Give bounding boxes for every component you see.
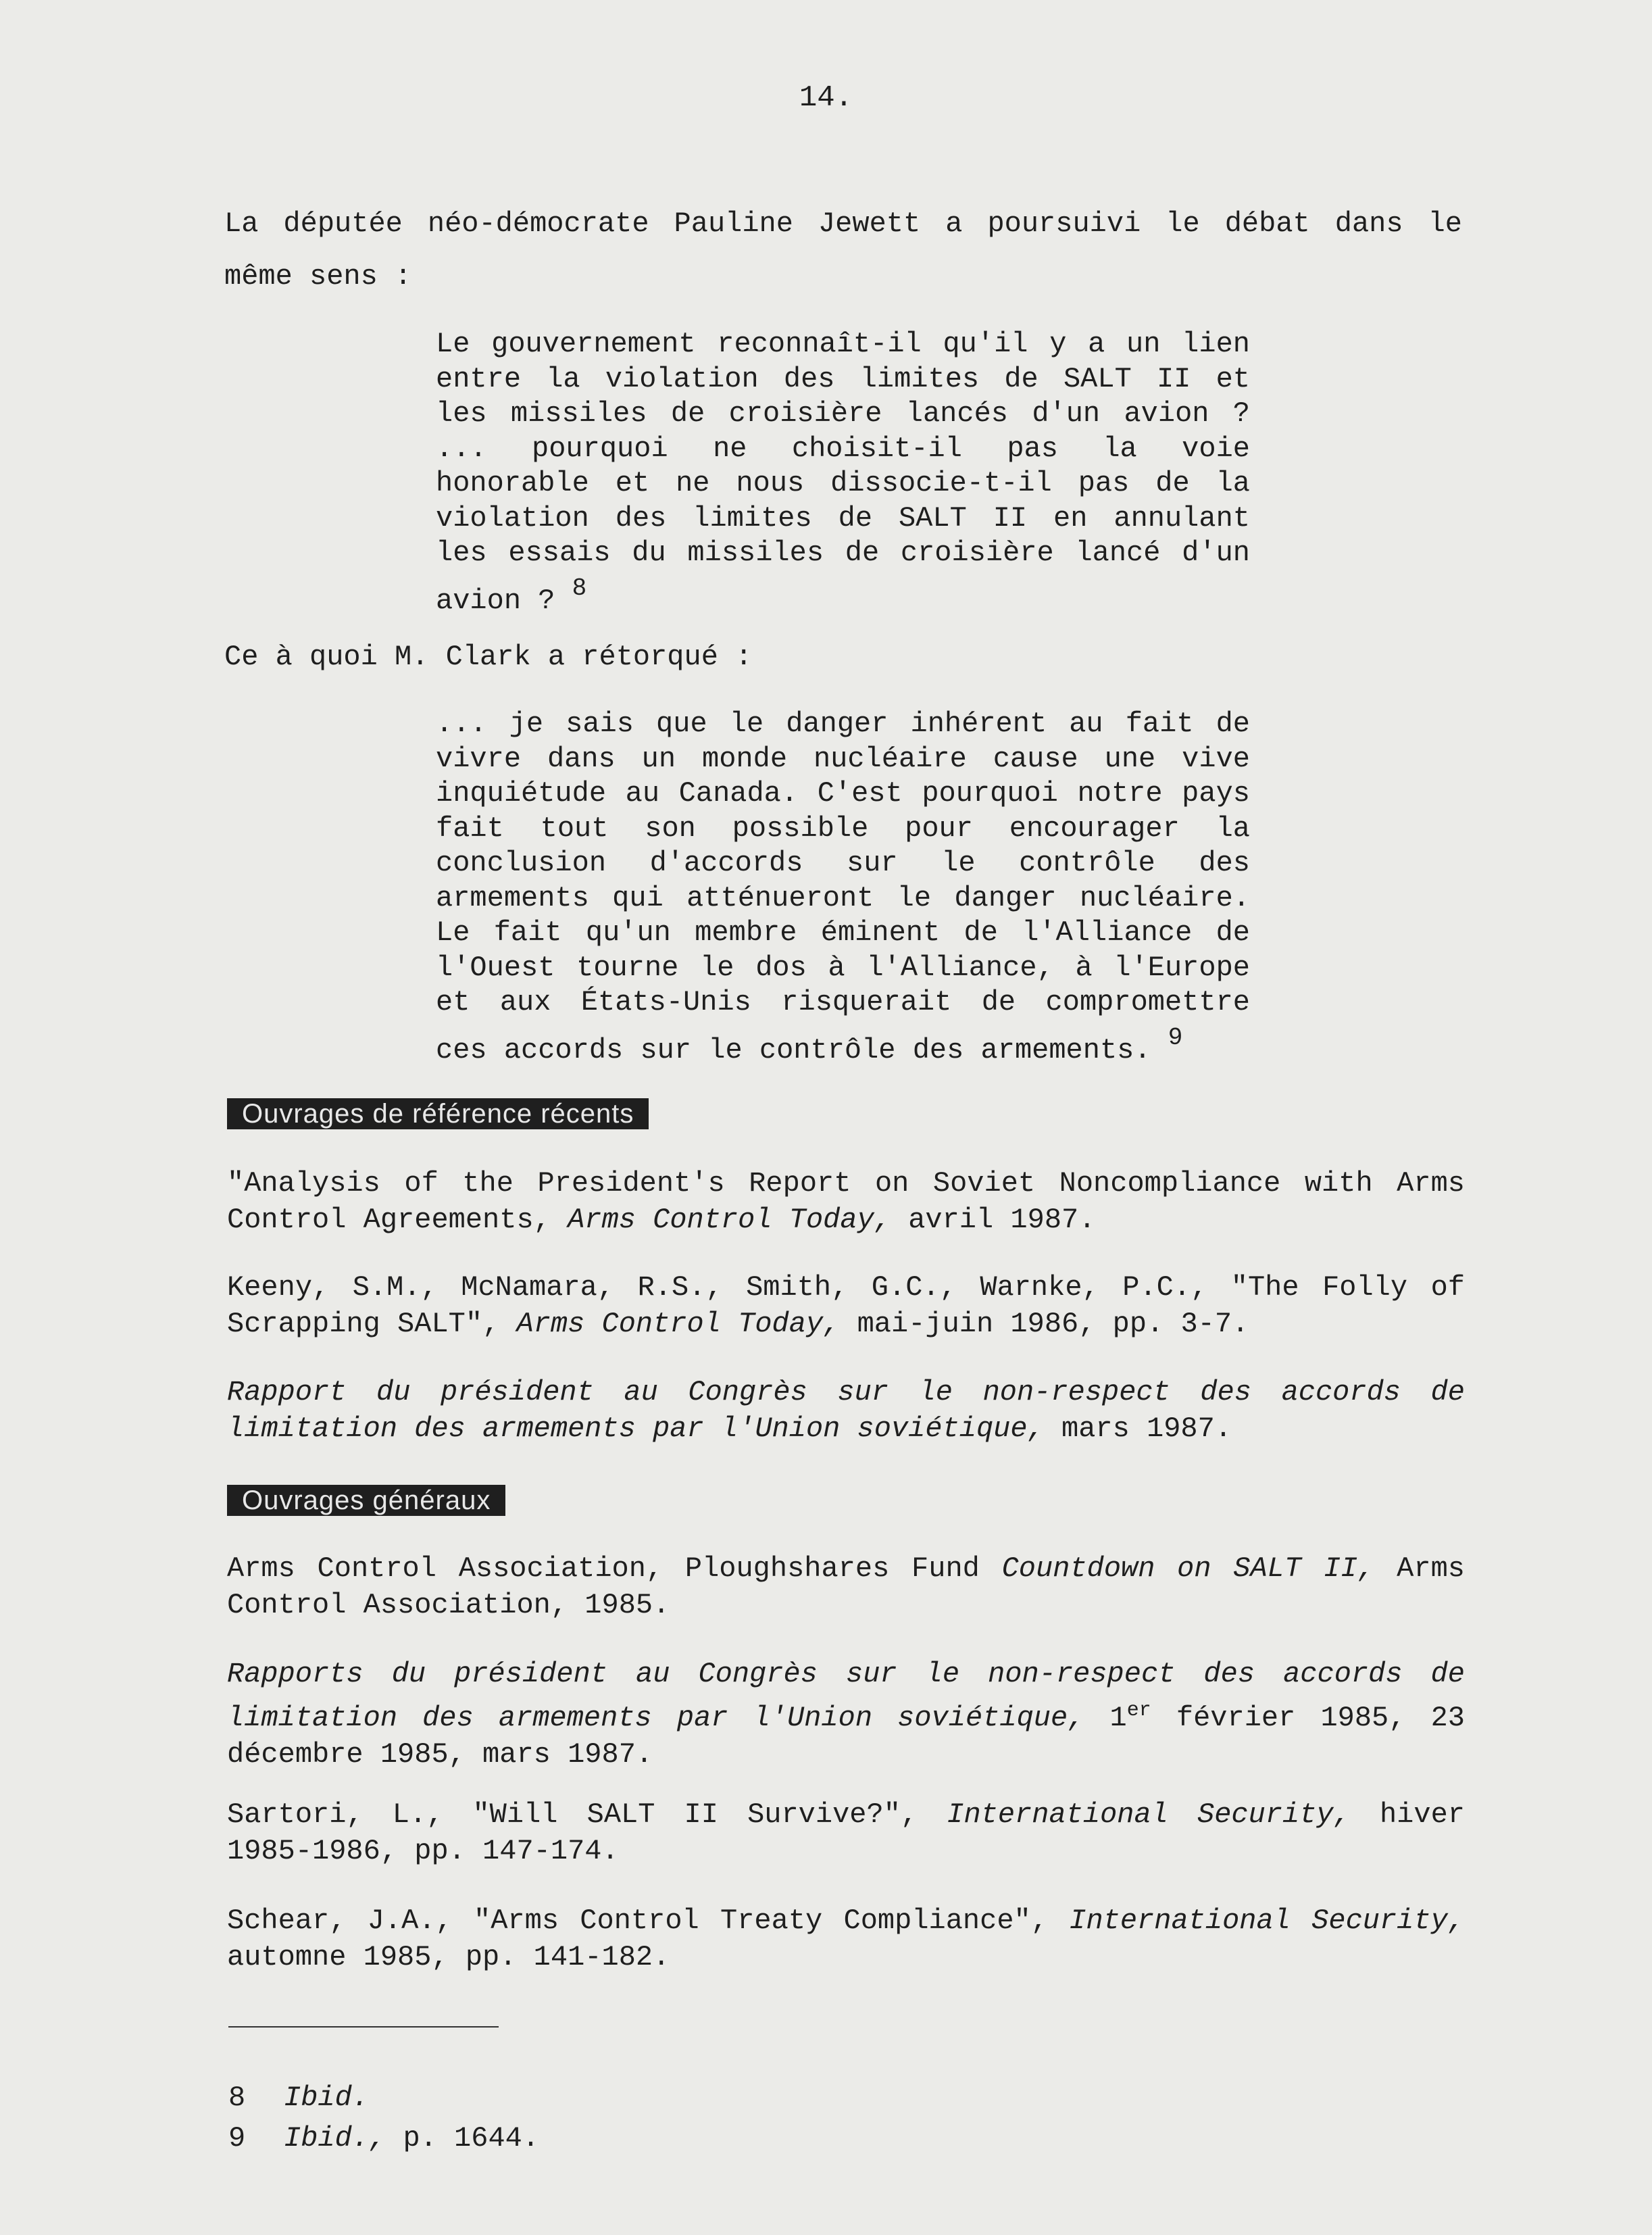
page-number: 14. bbox=[799, 81, 853, 115]
section-header-recent: Ouvrages de référence récents bbox=[227, 1098, 649, 1129]
quote-jewett bbox=[436, 327, 1250, 618]
bib-entry: Schear, J.A., "Arms Control Treaty Compliance", International Security, automne 1985, pp. 141-182. bbox=[227, 1905, 1466, 1973]
reply-lead: Ce à quoi M. Clark a rétorqué : bbox=[224, 641, 753, 673]
quote-jewett-text: Le gouvernement reconnaît-il qu'il y a un lien entre la violation des limites de SALT II et les missiles de croisière lancés d'un avion ? ... pourquoi ne choisit-il pas la voie honorable et ne nous dissocie-t-il pas de la violation des limites de SALT II en annulant les essais du missiles de croisière lancé d'un avion ? bbox=[436, 328, 1250, 617]
footnote-ref-8: 8 bbox=[572, 574, 587, 602]
bib-entry: Rapports du président au Congrès sur le non-respect des accords de limitation des armements par l'Union soviétique, 1er février 1985, 23 décembre 1985, mars 1987. bbox=[227, 1658, 1465, 1771]
footnote-8: 8 Ibid. bbox=[228, 2082, 370, 2114]
footnote-rule bbox=[228, 2026, 499, 2028]
quote-clark bbox=[436, 707, 1250, 1068]
bib-entry: Sartori, L., "Will SALT II Survive?", International Security, hiver 1985-1986, pp. 147-174. bbox=[227, 1798, 1465, 1867]
quote-clark-text: ... je sais que le danger inhérent au fait de vivre dans un monde nucléaire cause une vive inquiétude au Canada. C'est pourquoi notre pays fait tout son possible pour encourager la conclusion d'accords sur le contrôle des armements qui atténueront le danger nucléaire. Le fait qu'un membre éminent de l'Alliance de l'Ouest tourne le dos à l'Alliance, à l'Europe et aux États-Unis risquerait de compromettre ces accords sur le contrôle des armements. bbox=[436, 708, 1250, 1066]
section-header-general: Ouvrages généraux bbox=[227, 1485, 505, 1516]
footnote-9: 9 Ibid., p. 1644. bbox=[228, 2122, 540, 2155]
bib-entry: Keeny, S.M., McNamara, R.S., Smith, G.C., Warnke, P.C., "The Folly of Scrapping SALT", Arms Control Today, mai-juin 1986, pp. 3-7. bbox=[227, 1271, 1465, 1340]
bib-entry: Arms Control Association, Ploughshares Fund Countdown on SALT II, Arms Control Association, 1985. bbox=[227, 1552, 1465, 1621]
bib-entry: "Analysis of the President's Report on Soviet Noncompliance with Arms Control Agreements, Arms Control Today, avril 1987. bbox=[227, 1167, 1465, 1236]
intro-paragraph: La députée néo-démocrate Pauline Jewett a poursuivi le débat dans le même sens : bbox=[224, 207, 1462, 293]
footnote-ref-9: 9 bbox=[1168, 1023, 1183, 1052]
bib-entry: Rapport du président au Congrès sur le non-respect des accords de limitation des armements par l'Union soviétique, mars 1987. bbox=[227, 1376, 1465, 1445]
